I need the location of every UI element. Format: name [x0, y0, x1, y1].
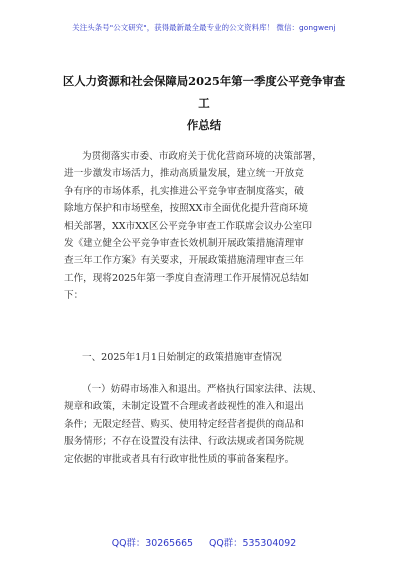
paragraph-line: 查三年工作方案》有关要求，开展政策措施清理审查三年	[64, 255, 304, 267]
paragraph-line: 定依据的审批或者具有行政审批性质的事前备案程序。	[64, 453, 295, 465]
paragraph-line: 工作，现将2025年第一季度自查清理工作开展情况总结如	[64, 272, 310, 284]
intro-paragraph	[64, 148, 356, 305]
title-line-2: 作总结	[186, 118, 222, 132]
paragraph-line: 除地方保护和市场壁垒，按照XX市全面优化提升营商环境	[64, 203, 308, 215]
paragraph-line: （一）妨碍市场准入和退出。严格执行国家法律、法规、	[82, 384, 322, 395]
paragraph-line: 条件；无限定经营、购买、使用特定经营者提供的商品和	[64, 418, 304, 430]
paragraph-line: 下：	[64, 290, 84, 302]
footer-contacts	[0, 535, 408, 549]
section-heading: 一、2025年1月1日始制定的政策措施审查情况	[82, 352, 282, 363]
paragraph-line: 进一步激发市场活力，推动高质量发展，建立统一开放竞	[64, 168, 304, 180]
paragraph-line: 争有序的市场体系，扎实推进公平竞争审查制度落实，破	[64, 185, 304, 197]
title-line-1: 区人力资源和社会保障局2025年第一季度公平竞争审查工	[62, 74, 346, 110]
paragraph-line: 为贯彻落实市委、市政府关于优化营商环境的决策部署，	[82, 151, 322, 162]
qq-group-1: QQ群：30265665	[111, 538, 194, 549]
qq-group-2: QQ群：535304092	[209, 538, 297, 549]
paragraph-line: 相关部署，XX市XX区公平竞争审查工作联席会议办公室印	[64, 220, 312, 232]
paragraph-line: 发《建立健全公平竞争审查长效机制开展政策措施清理审	[64, 237, 304, 249]
paragraph-line: 服务情形；不存在设置没有法律、行政法规或者国务院规	[64, 436, 304, 448]
paragraph-line: 规章和政策，未制定设置不合理或者歧视性的准入和退出	[64, 401, 304, 413]
document-title	[62, 70, 346, 136]
subsection-paragraph	[64, 381, 356, 468]
promo-banner: 关注头条号"公文研究"，获得最新最全最专业的公文资料库！ 微信：gongwenj	[72, 23, 336, 32]
